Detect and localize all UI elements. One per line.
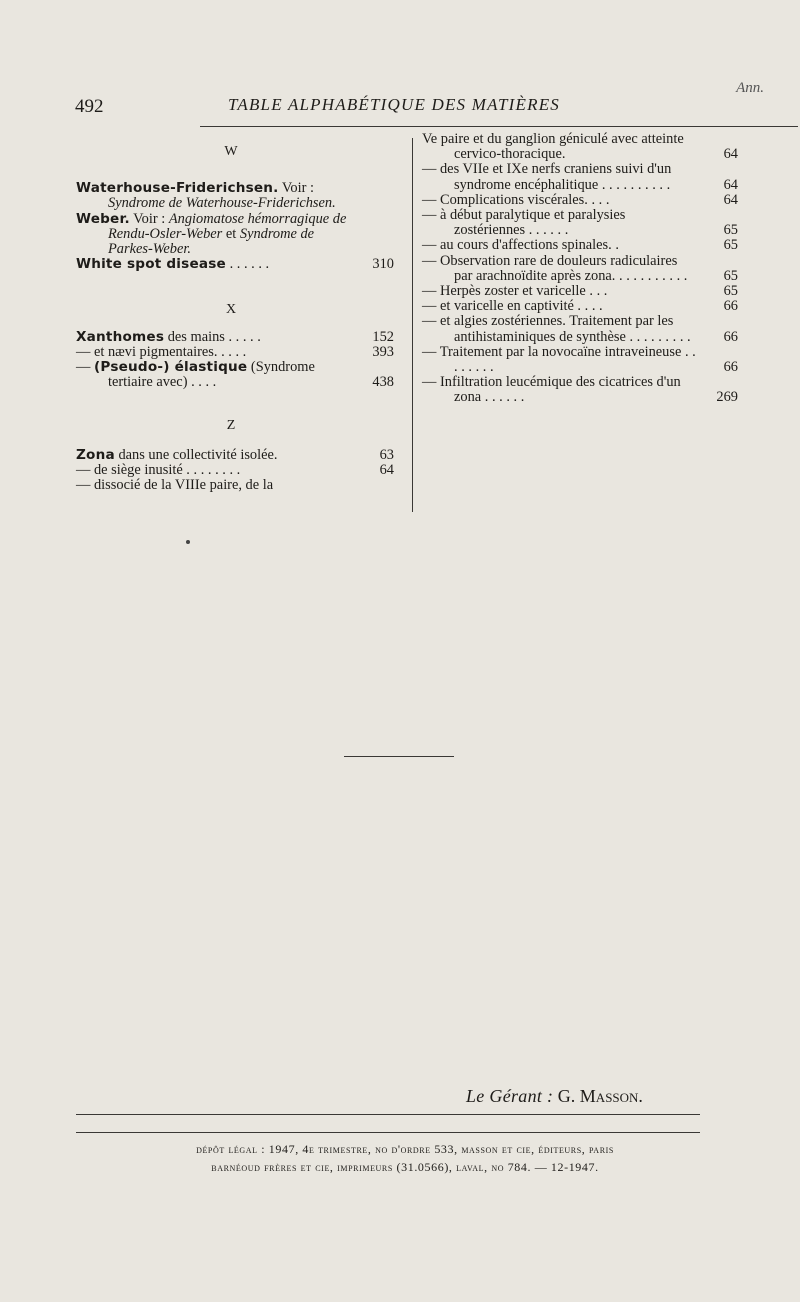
imprint-line: dépôt légal : 1947, 4e trimestre, no d'ordre 533, masson et cie, éditeurs, paris [196, 1142, 614, 1156]
index-entry [422, 238, 738, 253]
page-ref: 66 [723, 298, 738, 315]
left-column [76, 140, 394, 493]
entry-text: des mains . . . . . [164, 328, 261, 345]
gerant-name: G. Masson. [557, 1086, 643, 1106]
entry-text: et [222, 225, 240, 242]
page-ref: 65 [723, 237, 738, 254]
entry-text: Voir : [278, 180, 315, 197]
footer-rule [76, 1114, 700, 1115]
entry-text: — de siège inusité . . . . . . . . [76, 461, 241, 478]
index-entry-xanthomes [76, 330, 394, 345]
index-entry [422, 284, 738, 299]
index-entry [422, 254, 738, 284]
page-ref: 65 [723, 283, 738, 300]
entry-text: — et nævi pigmentaires. . . . . [76, 343, 247, 360]
entry-term: Zona [76, 446, 115, 463]
gerant-line [466, 1086, 643, 1107]
entry-italic: Angiomatose hémorragique de Rendu-Osler-Weber [108, 210, 347, 242]
entry-text: — Infiltration leucémique des cicatrices d'un zona . . . . . . [422, 374, 681, 406]
imprint [110, 1140, 700, 1176]
entry-text: Ve paire et du ganglion géniculé avec atteinte cervico-thoracique. [422, 131, 684, 163]
index-entry [422, 299, 738, 314]
index-entry-zona [76, 448, 394, 463]
entry-term: Waterhouse-Friderichsen. [76, 180, 279, 197]
index-entry-weber [76, 212, 394, 258]
entry-text: (Syndrome tertiaire avec) . . . . [108, 359, 315, 391]
index-entry [422, 162, 738, 192]
entry-text: — Observation rare de douleurs radiculaires par arachnoïdite après zona. . . . . . . . . . . [422, 252, 688, 284]
gerant-label: Le Gérant : [466, 1086, 554, 1106]
footer-rule-2 [76, 1132, 700, 1133]
page-ref: 269 [716, 389, 738, 406]
index-entry-naevi [76, 345, 394, 360]
section-letter-x: X [225, 302, 237, 318]
page-ref: 310 [372, 256, 394, 273]
index-entry [422, 375, 738, 405]
section-rule [344, 756, 454, 757]
entry-text: — au cours d'affections spinales. . [422, 237, 619, 254]
entry-text: — Complications viscérales. . . . [422, 191, 610, 208]
entry-text: dans une collectivité isolée. [114, 446, 278, 463]
column-divider [412, 138, 413, 512]
entry-text: — dissocié de la VIIIe paire, de la [76, 477, 274, 494]
index-entry [422, 345, 738, 375]
page-ref: 152 [372, 328, 394, 345]
page-ref: 63 [379, 446, 394, 463]
index-entry-dissocie [76, 478, 394, 493]
page-ref: 64 [379, 461, 394, 478]
ink-speck [186, 540, 190, 544]
entry-text: — et algies zostériennes. Traitement par les antihistaminiques de synthèse . . . . . . . . . [422, 313, 691, 345]
page-ref: 64 [723, 191, 738, 208]
page-ref: 66 [723, 328, 738, 345]
entry-text: — et varicelle en captivité . . . . [422, 298, 603, 315]
page-number: 492 [75, 96, 104, 117]
index-entry-white-spot [76, 257, 394, 272]
page-ref: 65 [723, 222, 738, 239]
entry-term: (Pseudo-) élastique [94, 359, 248, 376]
index-entry-pseudo-elastique [76, 360, 394, 390]
entry-text: — des VIIe et IXe nerfs craniens suivi d'un syndrome encéphalitique . . . . . . . . . . [422, 161, 672, 193]
imprint-line: barnéoud frères et cie, imprimeurs (31.0566), laval, no 784. — 12-1947. [211, 1160, 599, 1174]
entry-term: Weber. [76, 210, 130, 227]
index-entry-waterhouse [76, 181, 394, 211]
page-title: TABLE ALPHABÉTIQUE DES MATIÈRES [228, 95, 560, 114]
entry-term: White spot disease [76, 256, 226, 273]
entry-text: — Traitement par la novocaïne intraveineuse . . . . . . . . [422, 343, 696, 376]
index-entry [422, 132, 738, 162]
page-ref: 64 [723, 146, 738, 163]
page-ref: 64 [723, 176, 738, 193]
section-letter-w: W [224, 144, 238, 159]
page-ref: 438 [372, 374, 394, 391]
right-column [422, 132, 738, 406]
corner-label: Ann. [736, 80, 764, 96]
entry-dots: . . . . . . [229, 256, 270, 273]
entry-term: Xanthomes [76, 328, 165, 345]
section-letter-z: Z [226, 418, 236, 434]
index-entry [422, 314, 738, 344]
entry-italic: Syndrome de Parkes-Weber. [108, 225, 315, 258]
page-ref: 66 [723, 359, 738, 376]
entry-text: Voir : [129, 210, 169, 227]
index-entry [422, 193, 738, 208]
entry-dash: — [76, 359, 94, 376]
index-entry-siege [76, 463, 394, 478]
entry-text: — Herpès zoster et varicelle . . . [422, 283, 608, 300]
page-ref: 393 [372, 343, 394, 360]
header-rule [200, 126, 798, 127]
index-entry [422, 208, 738, 238]
entry-text: — à début paralytique et paralysies zostériennes . . . . . . [422, 207, 626, 239]
page-ref: 65 [723, 267, 738, 284]
entry-italic: Syndrome de Waterhouse-Friderichsen. [108, 195, 336, 212]
